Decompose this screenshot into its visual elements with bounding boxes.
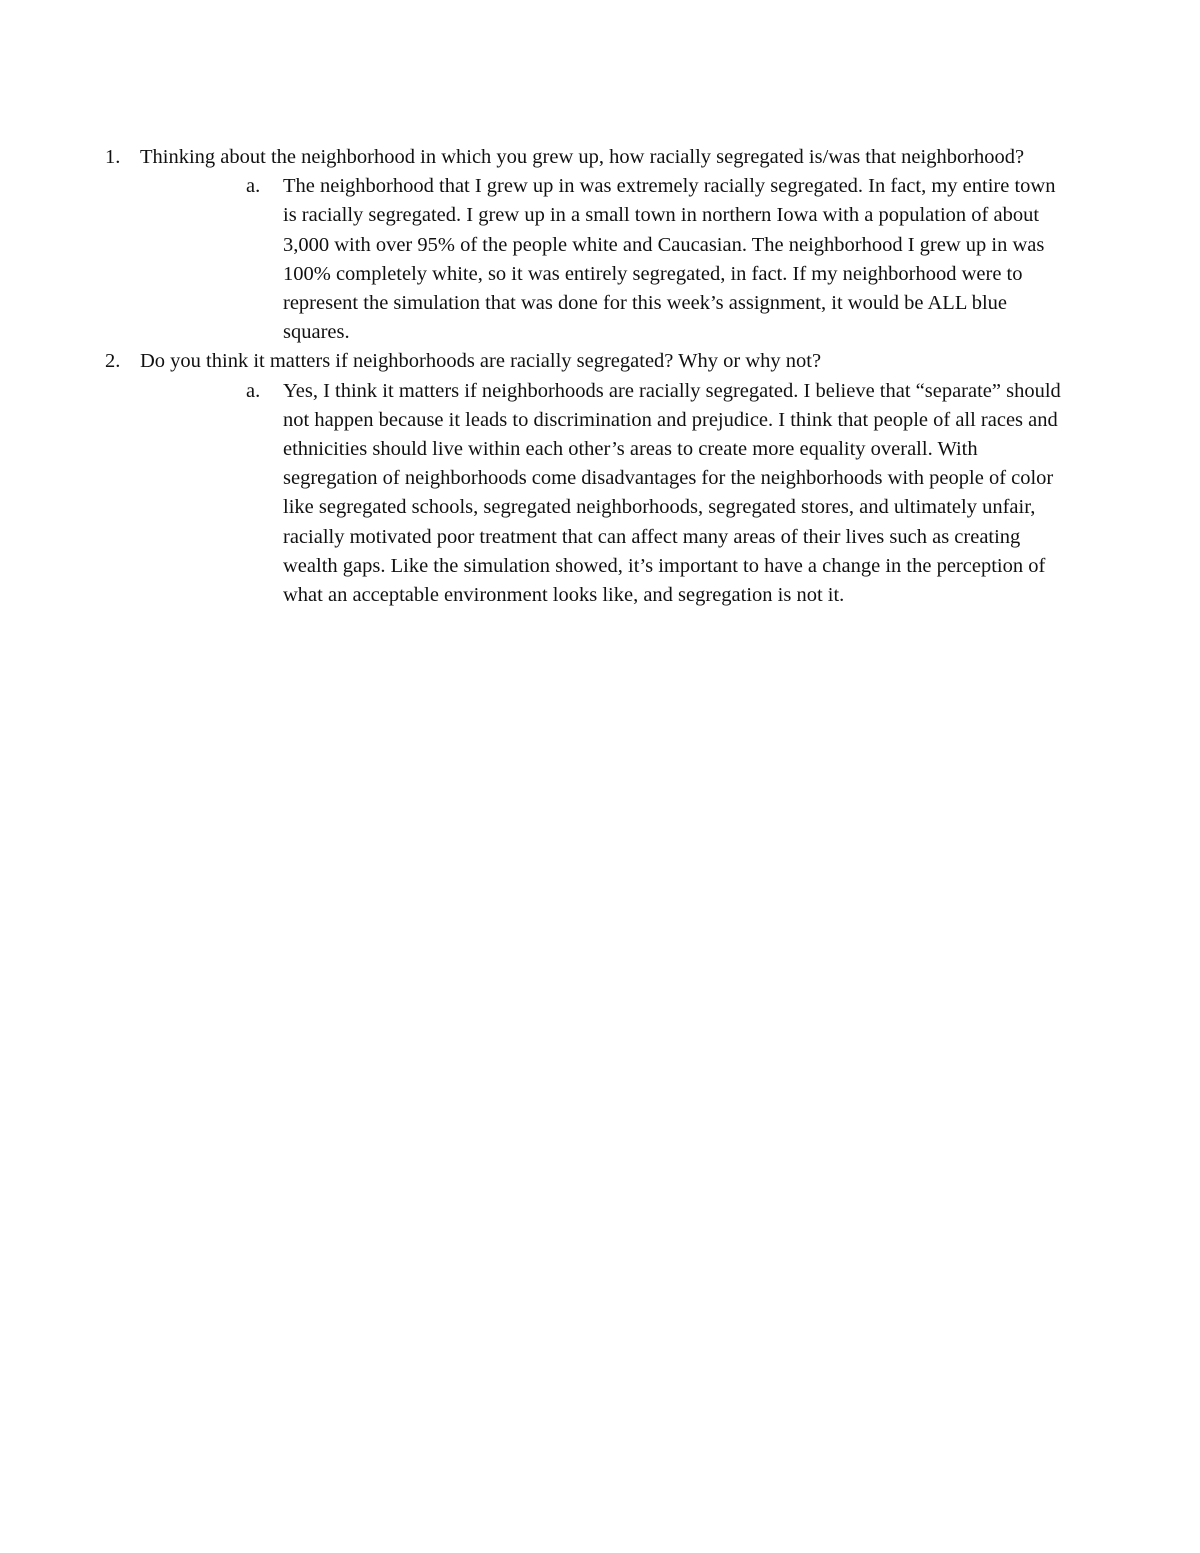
answer-item-1 [100,172,1080,347]
question-item-1 [100,143,1080,172]
question-item-2 [100,347,1080,376]
question-number: 1. [105,146,121,168]
question-list [100,143,1080,610]
answer-item-2 [100,377,1080,611]
answer-letter: a. [246,379,261,402]
question-number: 2. [105,350,121,373]
question-text: Thinking about the neighborhood in which you grew up, how racially segregated is/was that neighborhood? [140,146,1025,168]
answer-letter: a. [246,175,261,198]
answer-text: Yes, I think it matters if neighborhoods are racially segregated. I believe that “separate” should not happen because it leads to discrimination and prejudice. I think that people of all races and ethnicities should live within each other’s areas to create more equality overall. With segregation of neighborhoods come disadvantages for the neighborhoods with people of color like segregated schools, segregated neighborhoods, segregated stores, and ultimately unfair, racially motivated poor treatment that can affect many areas of their lives such as creating wealth gaps. Like the simulation showed, it’s important to have a change in the perception of what an acceptable environment looks like, and segregation is not it. [283,379,1061,607]
answer-text: The neighborhood that I grew up in was extremely racially segregated. In fact, my entire town is racially segregated. I grew up in a small town in northern Iowa with a population of about 3,000 with over 95% of the people white and Caucasian. The neighborhood I grew up in was 100% completely white, so it was entirely segregated, in fact. If my neighborhood were to represent the simulation that was done for this week’s assignment, it would be ALL blue squares. [283,175,1056,344]
question-text: Do you think it matters if neighborhoods are racially segregated? Why or why not? [140,350,822,373]
